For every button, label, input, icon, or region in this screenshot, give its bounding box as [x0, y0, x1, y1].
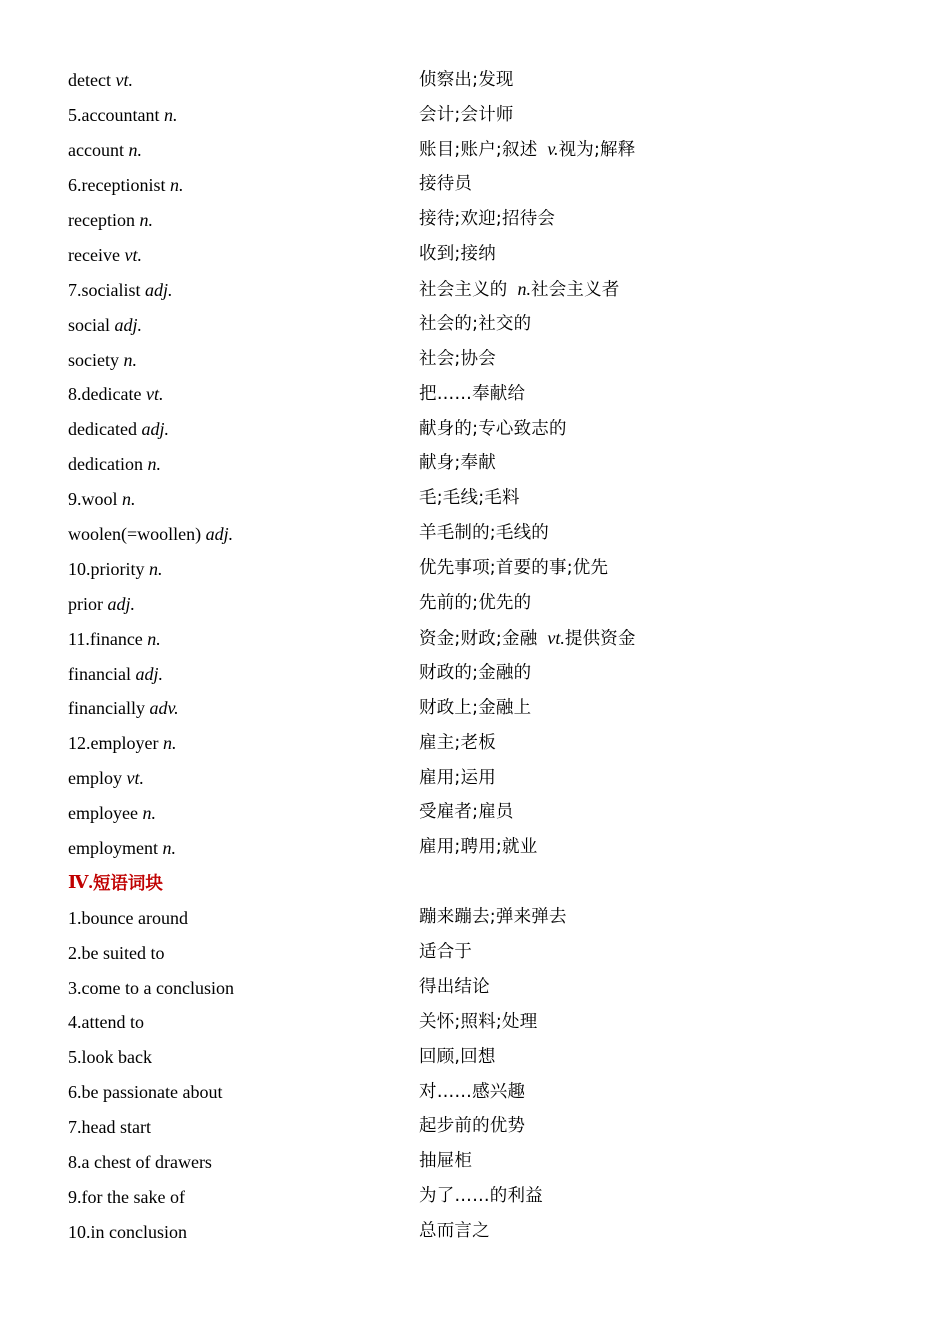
vocab-row — [68, 586, 888, 621]
phrase-meaning: 对……感兴趣 — [419, 1081, 526, 1102]
vocab-meaning: 会计;会计师 — [419, 104, 514, 125]
phrase-meaning: 蹦来蹦去;弹来弹去 — [419, 907, 567, 928]
vocab-word: financially adv. — [68, 698, 179, 719]
vocab-word: 12.employer n. — [68, 733, 177, 754]
phrase-row — [68, 1145, 888, 1180]
vocab-meaning: 优先事项;首要的事;优先 — [419, 558, 609, 579]
vocab-meaning: 毛;毛线;毛料 — [419, 488, 520, 509]
phrase-text: 9.for the sake of — [68, 1186, 185, 1207]
phrase-meaning: 适合于 — [419, 941, 473, 962]
phrase-row — [68, 1180, 888, 1215]
vocab-row — [68, 726, 888, 761]
vocab-word: financial adj. — [68, 663, 163, 684]
vocab-meaning: 先前的;优先的 — [419, 593, 532, 614]
vocab-word: 5.accountant n. — [68, 105, 178, 126]
vocab-row — [68, 63, 888, 98]
vocabulary-list — [68, 63, 888, 1249]
vocab-row — [68, 133, 888, 168]
vocab-meaning: 财政的;金融的 — [419, 662, 532, 683]
vocab-row — [68, 168, 888, 203]
vocab-row — [68, 203, 888, 238]
vocab-row — [68, 831, 888, 866]
vocab-meaning: 献身;奉献 — [419, 453, 496, 474]
vocab-row — [68, 377, 888, 412]
vocab-row — [68, 98, 888, 133]
section-title: 短语词块 — [92, 874, 163, 895]
vocab-word: prior adj. — [68, 593, 136, 614]
phrase-text: 3.come to a conclusion — [68, 977, 234, 998]
phrase-text: 1.bounce around — [68, 907, 188, 928]
vocab-meaning: 接待员 — [419, 174, 473, 195]
vocab-meaning: 侦察出;发现 — [419, 69, 514, 90]
phrase-meaning: 为了……的利益 — [419, 1186, 543, 1207]
phrase-row — [68, 1075, 888, 1110]
vocab-word: society n. — [68, 349, 137, 370]
phrase-row — [68, 1040, 888, 1075]
phrase-text: 7.head start — [68, 1117, 151, 1138]
vocab-word: receive vt. — [68, 244, 142, 265]
vocab-word: woolen(=woollen) adj. — [68, 524, 234, 545]
vocab-word: employ vt. — [68, 768, 144, 789]
phrase-row — [68, 935, 888, 970]
vocab-word: reception n. — [68, 210, 153, 230]
vocab-word: employment n. — [68, 838, 176, 859]
vocab-word: account n. — [68, 140, 142, 161]
vocab-meaning: 收到;接纳 — [419, 244, 496, 265]
vocab-row — [68, 342, 888, 377]
phrase-row — [68, 970, 888, 1005]
vocab-meaning: 献身的;专心致志的 — [419, 418, 567, 439]
phrase-text: 10.in conclusion — [68, 1221, 187, 1242]
vocab-meaning: 社会主义的 n.社会主义者 — [419, 279, 620, 301]
vocab-word: 10.priority n. — [68, 558, 163, 579]
vocab-word: 9.wool n. — [68, 489, 136, 510]
vocab-meaning: 社会;协会 — [419, 348, 496, 369]
phrase-row — [68, 900, 888, 935]
phrase-row — [68, 1005, 888, 1040]
phrase-text: 5.look back — [68, 1047, 152, 1068]
vocab-meaning: 羊毛制的;毛线的 — [419, 523, 549, 544]
vocab-row — [68, 761, 888, 796]
vocab-meaning: 受雇者;雇员 — [419, 802, 514, 823]
vocab-meaning: 财政上;金融上 — [419, 697, 532, 718]
phrase-text: 6.be passionate about — [68, 1082, 223, 1103]
vocab-meaning: 雇用;聘用;就业 — [419, 837, 538, 858]
vocab-row — [68, 237, 888, 272]
phrase-meaning: 回顾,回想 — [419, 1046, 496, 1067]
phrase-meaning: 总而言之 — [419, 1221, 490, 1242]
vocab-word: dedication n. — [68, 454, 161, 475]
phrase-meaning: 起步前的优势 — [419, 1116, 526, 1137]
phrase-row — [68, 1214, 888, 1249]
vocab-word: 6.receptionist n. — [68, 175, 184, 196]
vocab-meaning: 资金;财政;金融 vt.提供资金 — [419, 627, 636, 649]
phrase-row — [68, 1110, 888, 1145]
vocab-row — [68, 447, 888, 482]
vocab-word: employee n. — [68, 803, 156, 824]
phrase-meaning: 得出结论 — [419, 976, 490, 997]
vocab-meaning: 把……奉献给 — [419, 383, 526, 404]
vocab-row — [68, 517, 888, 552]
vocab-word: dedicated adj. — [68, 419, 169, 440]
vocab-row — [68, 691, 888, 726]
vocab-row — [68, 482, 888, 517]
vocab-row — [68, 307, 888, 342]
vocab-meaning: 接待;欢迎;招待会 — [419, 209, 556, 230]
vocab-word: 8.dedicate vt. — [68, 384, 164, 405]
vocab-row — [68, 656, 888, 691]
vocab-word: social adj. — [68, 314, 143, 335]
vocab-row — [68, 796, 888, 831]
vocab-row — [68, 272, 888, 307]
section-heading — [68, 865, 888, 900]
phrase-text: 8.a chest of drawers — [68, 1152, 212, 1173]
vocab-row — [68, 621, 888, 656]
section-numeral: Ⅳ. — [68, 872, 93, 893]
phrase-meaning: 关怀;照料;处理 — [419, 1011, 538, 1032]
vocab-meaning: 雇用;运用 — [419, 767, 496, 788]
vocab-row — [68, 412, 888, 447]
vocab-meaning: 账目;账户;叙述 v.视为;解释 — [419, 139, 636, 161]
vocab-word: detect vt. — [68, 70, 133, 91]
phrase-text: 4.attend to — [68, 1012, 144, 1033]
vocab-word: 7.socialist adj. — [68, 279, 173, 300]
vocab-meaning: 社会的;社交的 — [419, 313, 532, 334]
vocab-word: 11.finance n. — [68, 628, 161, 649]
vocab-meaning: 雇主;老板 — [419, 732, 496, 753]
phrase-text: 2.be suited to — [68, 942, 165, 963]
phrase-meaning: 抽屉柜 — [419, 1151, 473, 1172]
vocab-row — [68, 551, 888, 586]
